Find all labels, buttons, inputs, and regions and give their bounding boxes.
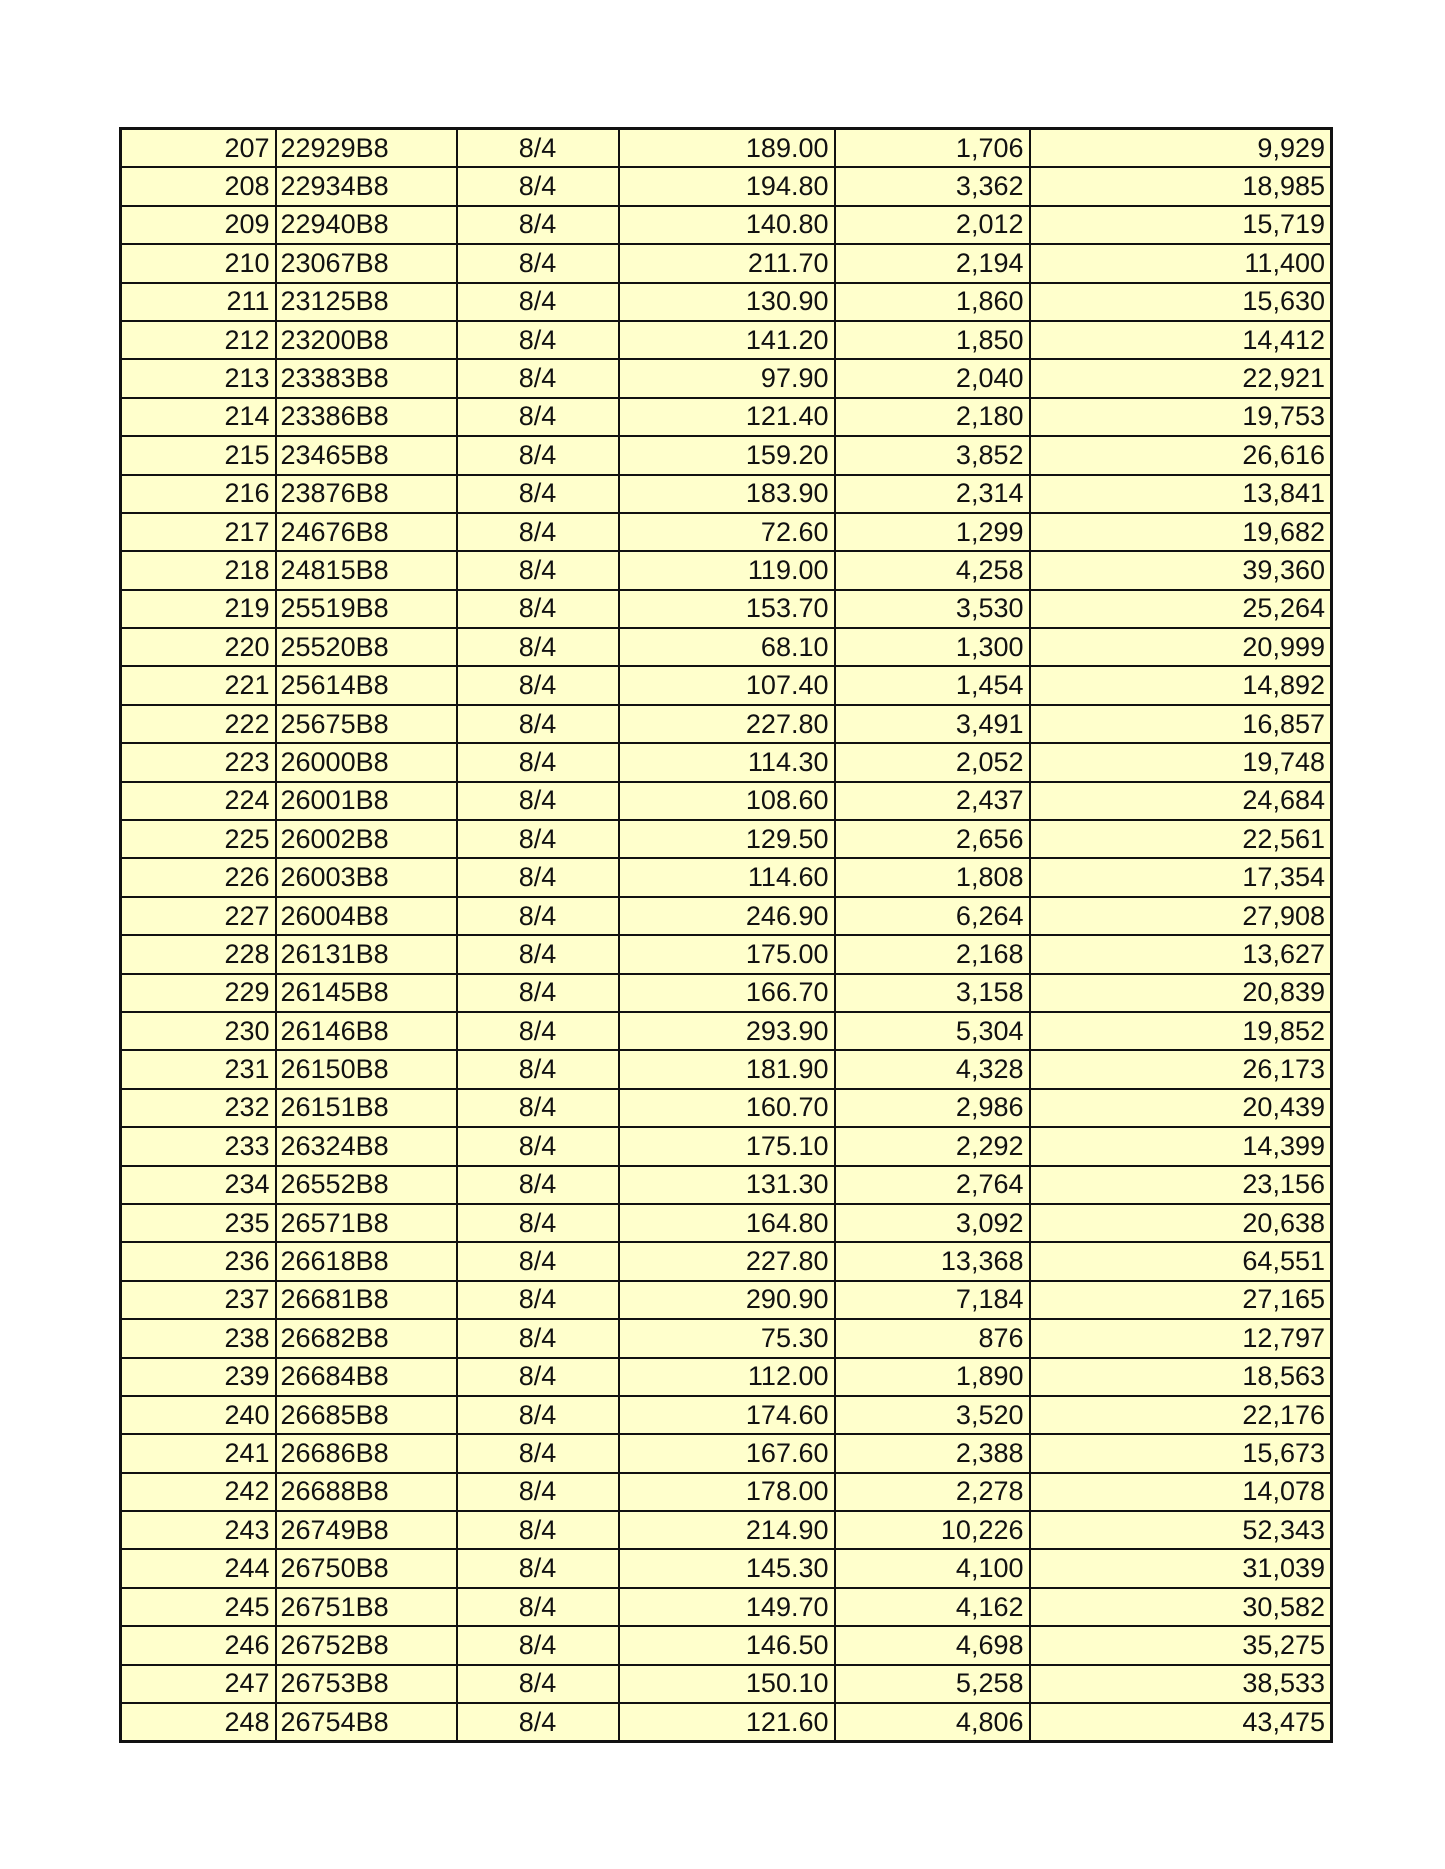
row-number-cell: 229: [121, 974, 276, 1012]
value-c-cell: 31,039: [1030, 1549, 1332, 1587]
value-c-cell: 19,852: [1030, 1012, 1332, 1050]
value-c-cell: 11,400: [1030, 244, 1332, 282]
table-row: [121, 666, 1332, 704]
table-row: [121, 1242, 1332, 1280]
row-number-cell: 241: [121, 1434, 276, 1472]
value-b-cell: 2,194: [835, 244, 1030, 282]
table-body: [121, 129, 1332, 1742]
row-number-cell: 219: [121, 590, 276, 628]
value-b-cell: 5,258: [835, 1665, 1030, 1703]
item-code-cell: 26688B8: [276, 1473, 457, 1511]
value-c-cell: 30,582: [1030, 1588, 1332, 1626]
value-b-cell: 1,860: [835, 283, 1030, 321]
value-a-cell: 166.70: [619, 974, 835, 1012]
item-code-cell: 26682B8: [276, 1319, 457, 1357]
value-a-cell: 150.10: [619, 1665, 835, 1703]
table-row: [121, 974, 1332, 1012]
thickness-cell: 8/4: [457, 628, 619, 666]
row-number-cell: 208: [121, 167, 276, 205]
value-b-cell: 2,388: [835, 1434, 1030, 1472]
row-number-cell: 220: [121, 628, 276, 666]
value-a-cell: 159.20: [619, 436, 835, 474]
value-b-cell: 2,278: [835, 1473, 1030, 1511]
value-a-cell: 227.80: [619, 705, 835, 743]
item-code-cell: 26571B8: [276, 1204, 457, 1242]
value-c-cell: 39,360: [1030, 551, 1332, 589]
row-number-cell: 243: [121, 1511, 276, 1549]
value-b-cell: 2,292: [835, 1127, 1030, 1165]
item-code-cell: 26750B8: [276, 1549, 457, 1587]
thickness-cell: 8/4: [457, 935, 619, 973]
table-row: [121, 1319, 1332, 1357]
value-b-cell: 2,168: [835, 935, 1030, 973]
value-a-cell: 121.60: [619, 1703, 835, 1742]
value-c-cell: 20,839: [1030, 974, 1332, 1012]
value-c-cell: 43,475: [1030, 1703, 1332, 1742]
value-a-cell: 114.60: [619, 858, 835, 896]
value-a-cell: 160.70: [619, 1089, 835, 1127]
item-code-cell: 26004B8: [276, 897, 457, 935]
value-b-cell: 2,040: [835, 359, 1030, 397]
thickness-cell: 8/4: [457, 858, 619, 896]
item-code-cell: 26754B8: [276, 1703, 457, 1742]
item-code-cell: 26324B8: [276, 1127, 457, 1165]
value-b-cell: 876: [835, 1319, 1030, 1357]
value-c-cell: 22,921: [1030, 359, 1332, 397]
value-b-cell: 2,012: [835, 206, 1030, 244]
value-a-cell: 211.70: [619, 244, 835, 282]
table-row: [121, 359, 1332, 397]
table-row: [121, 1012, 1332, 1050]
value-c-cell: 20,638: [1030, 1204, 1332, 1242]
table-row: [121, 551, 1332, 589]
table-row: [121, 1588, 1332, 1626]
item-code-cell: 24815B8: [276, 551, 457, 589]
value-a-cell: 246.90: [619, 897, 835, 935]
table-row: [121, 1511, 1332, 1549]
item-code-cell: 26753B8: [276, 1665, 457, 1703]
row-number-cell: 225: [121, 820, 276, 858]
table-row: [121, 590, 1332, 628]
table-row: [121, 897, 1332, 935]
value-a-cell: 107.40: [619, 666, 835, 704]
row-number-cell: 235: [121, 1204, 276, 1242]
value-c-cell: 26,173: [1030, 1050, 1332, 1088]
value-b-cell: 4,806: [835, 1703, 1030, 1742]
item-code-cell: 23383B8: [276, 359, 457, 397]
item-code-cell: 26001B8: [276, 782, 457, 820]
row-number-cell: 245: [121, 1588, 276, 1626]
thickness-cell: 8/4: [457, 359, 619, 397]
value-b-cell: 1,808: [835, 858, 1030, 896]
thickness-cell: 8/4: [457, 129, 619, 168]
table-row: [121, 628, 1332, 666]
table-row: [121, 513, 1332, 551]
thickness-cell: 8/4: [457, 1703, 619, 1742]
thickness-cell: 8/4: [457, 1050, 619, 1088]
table-row: [121, 1549, 1332, 1587]
item-code-cell: 23386B8: [276, 398, 457, 436]
value-a-cell: 293.90: [619, 1012, 835, 1050]
value-b-cell: 2,180: [835, 398, 1030, 436]
table-row: [121, 820, 1332, 858]
table-row: [121, 1665, 1332, 1703]
value-c-cell: 18,563: [1030, 1358, 1332, 1396]
value-c-cell: 14,892: [1030, 666, 1332, 704]
item-code-cell: 23465B8: [276, 436, 457, 474]
item-code-cell: 26686B8: [276, 1434, 457, 1472]
value-a-cell: 114.30: [619, 743, 835, 781]
row-number-cell: 218: [121, 551, 276, 589]
value-b-cell: 2,314: [835, 475, 1030, 513]
value-c-cell: 15,630: [1030, 283, 1332, 321]
value-b-cell: 4,698: [835, 1626, 1030, 1664]
row-number-cell: 230: [121, 1012, 276, 1050]
value-b-cell: 13,368: [835, 1242, 1030, 1280]
item-code-cell: 26150B8: [276, 1050, 457, 1088]
data-table: [119, 127, 1333, 1743]
value-b-cell: 1,299: [835, 513, 1030, 551]
table-row: [121, 129, 1332, 168]
thickness-cell: 8/4: [457, 1665, 619, 1703]
thickness-cell: 8/4: [457, 743, 619, 781]
item-code-cell: 22940B8: [276, 206, 457, 244]
item-code-cell: 26681B8: [276, 1281, 457, 1319]
value-b-cell: 3,530: [835, 590, 1030, 628]
table-row: [121, 1358, 1332, 1396]
thickness-cell: 8/4: [457, 590, 619, 628]
thickness-cell: 8/4: [457, 666, 619, 704]
value-a-cell: 178.00: [619, 1473, 835, 1511]
value-a-cell: 167.60: [619, 1434, 835, 1472]
item-code-cell: 26000B8: [276, 743, 457, 781]
value-c-cell: 20,999: [1030, 628, 1332, 666]
value-a-cell: 108.60: [619, 782, 835, 820]
value-b-cell: 2,052: [835, 743, 1030, 781]
value-a-cell: 183.90: [619, 475, 835, 513]
row-number-cell: 227: [121, 897, 276, 935]
thickness-cell: 8/4: [457, 1127, 619, 1165]
value-c-cell: 22,176: [1030, 1396, 1332, 1434]
value-a-cell: 174.60: [619, 1396, 835, 1434]
value-a-cell: 140.80: [619, 206, 835, 244]
value-b-cell: 1,454: [835, 666, 1030, 704]
thickness-cell: 8/4: [457, 244, 619, 282]
value-c-cell: 27,165: [1030, 1281, 1332, 1319]
thickness-cell: 8/4: [457, 1511, 619, 1549]
value-a-cell: 68.10: [619, 628, 835, 666]
value-b-cell: 2,764: [835, 1166, 1030, 1204]
row-number-cell: 240: [121, 1396, 276, 1434]
thickness-cell: 8/4: [457, 321, 619, 359]
value-a-cell: 129.50: [619, 820, 835, 858]
value-c-cell: 22,561: [1030, 820, 1332, 858]
table-row: [121, 398, 1332, 436]
table-row: [121, 475, 1332, 513]
item-code-cell: 25614B8: [276, 666, 457, 704]
value-a-cell: 175.10: [619, 1127, 835, 1165]
value-c-cell: 18,985: [1030, 167, 1332, 205]
value-b-cell: 1,890: [835, 1358, 1030, 1396]
item-code-cell: 26749B8: [276, 1511, 457, 1549]
item-code-cell: 23876B8: [276, 475, 457, 513]
row-number-cell: 228: [121, 935, 276, 973]
table-row: [121, 1703, 1332, 1742]
row-number-cell: 207: [121, 129, 276, 168]
thickness-cell: 8/4: [457, 1012, 619, 1050]
item-code-cell: 26002B8: [276, 820, 457, 858]
table-row: [121, 167, 1332, 205]
row-number-cell: 248: [121, 1703, 276, 1742]
row-number-cell: 247: [121, 1665, 276, 1703]
value-a-cell: 290.90: [619, 1281, 835, 1319]
item-code-cell: 22934B8: [276, 167, 457, 205]
thickness-cell: 8/4: [457, 1204, 619, 1242]
table-row: [121, 1204, 1332, 1242]
thickness-cell: 8/4: [457, 1549, 619, 1587]
value-b-cell: 4,258: [835, 551, 1030, 589]
value-c-cell: 20,439: [1030, 1089, 1332, 1127]
item-code-cell: 26145B8: [276, 974, 457, 1012]
value-c-cell: 25,264: [1030, 590, 1332, 628]
row-number-cell: 212: [121, 321, 276, 359]
value-a-cell: 227.80: [619, 1242, 835, 1280]
value-c-cell: 19,682: [1030, 513, 1332, 551]
row-number-cell: 216: [121, 475, 276, 513]
value-b-cell: 3,362: [835, 167, 1030, 205]
row-number-cell: 209: [121, 206, 276, 244]
item-code-cell: 26003B8: [276, 858, 457, 896]
value-b-cell: 3,520: [835, 1396, 1030, 1434]
thickness-cell: 8/4: [457, 1358, 619, 1396]
thickness-cell: 8/4: [457, 1319, 619, 1357]
row-number-cell: 233: [121, 1127, 276, 1165]
row-number-cell: 231: [121, 1050, 276, 1088]
item-code-cell: 25520B8: [276, 628, 457, 666]
thickness-cell: 8/4: [457, 1166, 619, 1204]
value-a-cell: 131.30: [619, 1166, 835, 1204]
row-number-cell: 210: [121, 244, 276, 282]
row-number-cell: 222: [121, 705, 276, 743]
thickness-cell: 8/4: [457, 283, 619, 321]
value-a-cell: 75.30: [619, 1319, 835, 1357]
table-row: [121, 1396, 1332, 1434]
row-number-cell: 242: [121, 1473, 276, 1511]
item-code-cell: 26685B8: [276, 1396, 457, 1434]
thickness-cell: 8/4: [457, 705, 619, 743]
value-a-cell: 189.00: [619, 129, 835, 168]
value-a-cell: 119.00: [619, 551, 835, 589]
thickness-cell: 8/4: [457, 475, 619, 513]
row-number-cell: 215: [121, 436, 276, 474]
row-number-cell: 223: [121, 743, 276, 781]
value-c-cell: 13,841: [1030, 475, 1332, 513]
value-b-cell: 1,706: [835, 129, 1030, 168]
table-row: [121, 1473, 1332, 1511]
table-row: [121, 1127, 1332, 1165]
value-c-cell: 24,684: [1030, 782, 1332, 820]
row-number-cell: 234: [121, 1166, 276, 1204]
value-c-cell: 35,275: [1030, 1626, 1332, 1664]
value-b-cell: 2,986: [835, 1089, 1030, 1127]
thickness-cell: 8/4: [457, 1089, 619, 1127]
thickness-cell: 8/4: [457, 1473, 619, 1511]
thickness-cell: 8/4: [457, 974, 619, 1012]
value-a-cell: 72.60: [619, 513, 835, 551]
value-c-cell: 9,929: [1030, 129, 1332, 168]
table-row: [121, 935, 1332, 973]
value-a-cell: 214.90: [619, 1511, 835, 1549]
value-b-cell: 4,162: [835, 1588, 1030, 1626]
value-a-cell: 175.00: [619, 935, 835, 973]
value-b-cell: 2,437: [835, 782, 1030, 820]
row-number-cell: 217: [121, 513, 276, 551]
value-b-cell: 10,226: [835, 1511, 1030, 1549]
thickness-cell: 8/4: [457, 782, 619, 820]
item-code-cell: 26618B8: [276, 1242, 457, 1280]
value-b-cell: 4,100: [835, 1549, 1030, 1587]
table-row: [121, 782, 1332, 820]
row-number-cell: 244: [121, 1549, 276, 1587]
value-a-cell: 130.90: [619, 283, 835, 321]
value-a-cell: 194.80: [619, 167, 835, 205]
value-c-cell: 16,857: [1030, 705, 1332, 743]
value-b-cell: 5,304: [835, 1012, 1030, 1050]
value-c-cell: 52,343: [1030, 1511, 1332, 1549]
value-a-cell: 153.70: [619, 590, 835, 628]
row-number-cell: 236: [121, 1242, 276, 1280]
table-row: [121, 1166, 1332, 1204]
row-number-cell: 224: [121, 782, 276, 820]
value-a-cell: 112.00: [619, 1358, 835, 1396]
value-a-cell: 97.90: [619, 359, 835, 397]
table-row: [121, 858, 1332, 896]
row-number-cell: 221: [121, 666, 276, 704]
item-code-cell: 26684B8: [276, 1358, 457, 1396]
thickness-cell: 8/4: [457, 1396, 619, 1434]
table-row: [121, 743, 1332, 781]
value-b-cell: 1,300: [835, 628, 1030, 666]
row-number-cell: 237: [121, 1281, 276, 1319]
item-code-cell: 26752B8: [276, 1626, 457, 1664]
table-row: [121, 321, 1332, 359]
table-row: [121, 244, 1332, 282]
value-a-cell: 181.90: [619, 1050, 835, 1088]
value-c-cell: 38,533: [1030, 1665, 1332, 1703]
item-code-cell: 23067B8: [276, 244, 457, 282]
value-c-cell: 14,078: [1030, 1473, 1332, 1511]
row-number-cell: 239: [121, 1358, 276, 1396]
item-code-cell: 23200B8: [276, 321, 457, 359]
thickness-cell: 8/4: [457, 1626, 619, 1664]
thickness-cell: 8/4: [457, 167, 619, 205]
row-number-cell: 213: [121, 359, 276, 397]
value-c-cell: 15,719: [1030, 206, 1332, 244]
value-c-cell: 27,908: [1030, 897, 1332, 935]
thickness-cell: 8/4: [457, 897, 619, 935]
row-number-cell: 226: [121, 858, 276, 896]
item-code-cell: 26131B8: [276, 935, 457, 973]
table-row: [121, 1050, 1332, 1088]
row-number-cell: 214: [121, 398, 276, 436]
value-a-cell: 149.70: [619, 1588, 835, 1626]
item-code-cell: 26552B8: [276, 1166, 457, 1204]
value-c-cell: 14,412: [1030, 321, 1332, 359]
value-b-cell: 3,092: [835, 1204, 1030, 1242]
table-row: [121, 436, 1332, 474]
value-c-cell: 15,673: [1030, 1434, 1332, 1472]
value-c-cell: 12,797: [1030, 1319, 1332, 1357]
item-code-cell: 23125B8: [276, 283, 457, 321]
value-a-cell: 145.30: [619, 1549, 835, 1587]
value-b-cell: 4,328: [835, 1050, 1030, 1088]
item-code-cell: 24676B8: [276, 513, 457, 551]
value-c-cell: 23,156: [1030, 1166, 1332, 1204]
value-c-cell: 17,354: [1030, 858, 1332, 896]
value-c-cell: 14,399: [1030, 1127, 1332, 1165]
value-a-cell: 121.40: [619, 398, 835, 436]
table-row: [121, 1281, 1332, 1319]
item-code-cell: 26751B8: [276, 1588, 457, 1626]
value-c-cell: 26,616: [1030, 436, 1332, 474]
item-code-cell: 26151B8: [276, 1089, 457, 1127]
thickness-cell: 8/4: [457, 1588, 619, 1626]
value-b-cell: 2,656: [835, 820, 1030, 858]
thickness-cell: 8/4: [457, 551, 619, 589]
table-row: [121, 206, 1332, 244]
value-a-cell: 141.20: [619, 321, 835, 359]
thickness-cell: 8/4: [457, 1242, 619, 1280]
value-b-cell: 3,852: [835, 436, 1030, 474]
row-number-cell: 246: [121, 1626, 276, 1664]
table-row: [121, 1434, 1332, 1472]
value-b-cell: 7,184: [835, 1281, 1030, 1319]
table-row: [121, 705, 1332, 743]
item-code-cell: 25675B8: [276, 705, 457, 743]
value-c-cell: 13,627: [1030, 935, 1332, 973]
row-number-cell: 232: [121, 1089, 276, 1127]
row-number-cell: 211: [121, 283, 276, 321]
table-row: [121, 283, 1332, 321]
value-b-cell: 3,158: [835, 974, 1030, 1012]
thickness-cell: 8/4: [457, 1281, 619, 1319]
thickness-cell: 8/4: [457, 398, 619, 436]
row-number-cell: 238: [121, 1319, 276, 1357]
item-code-cell: 25519B8: [276, 590, 457, 628]
value-c-cell: 19,753: [1030, 398, 1332, 436]
value-a-cell: 146.50: [619, 1626, 835, 1664]
item-code-cell: 26146B8: [276, 1012, 457, 1050]
thickness-cell: 8/4: [457, 206, 619, 244]
value-b-cell: 1,850: [835, 321, 1030, 359]
value-a-cell: 164.80: [619, 1204, 835, 1242]
thickness-cell: 8/4: [457, 820, 619, 858]
value-b-cell: 6,264: [835, 897, 1030, 935]
thickness-cell: 8/4: [457, 1434, 619, 1472]
value-c-cell: 19,748: [1030, 743, 1332, 781]
table-row: [121, 1626, 1332, 1664]
value-c-cell: 64,551: [1030, 1242, 1332, 1280]
table-row: [121, 1089, 1332, 1127]
item-code-cell: 22929B8: [276, 129, 457, 168]
thickness-cell: 8/4: [457, 436, 619, 474]
thickness-cell: 8/4: [457, 513, 619, 551]
value-b-cell: 3,491: [835, 705, 1030, 743]
